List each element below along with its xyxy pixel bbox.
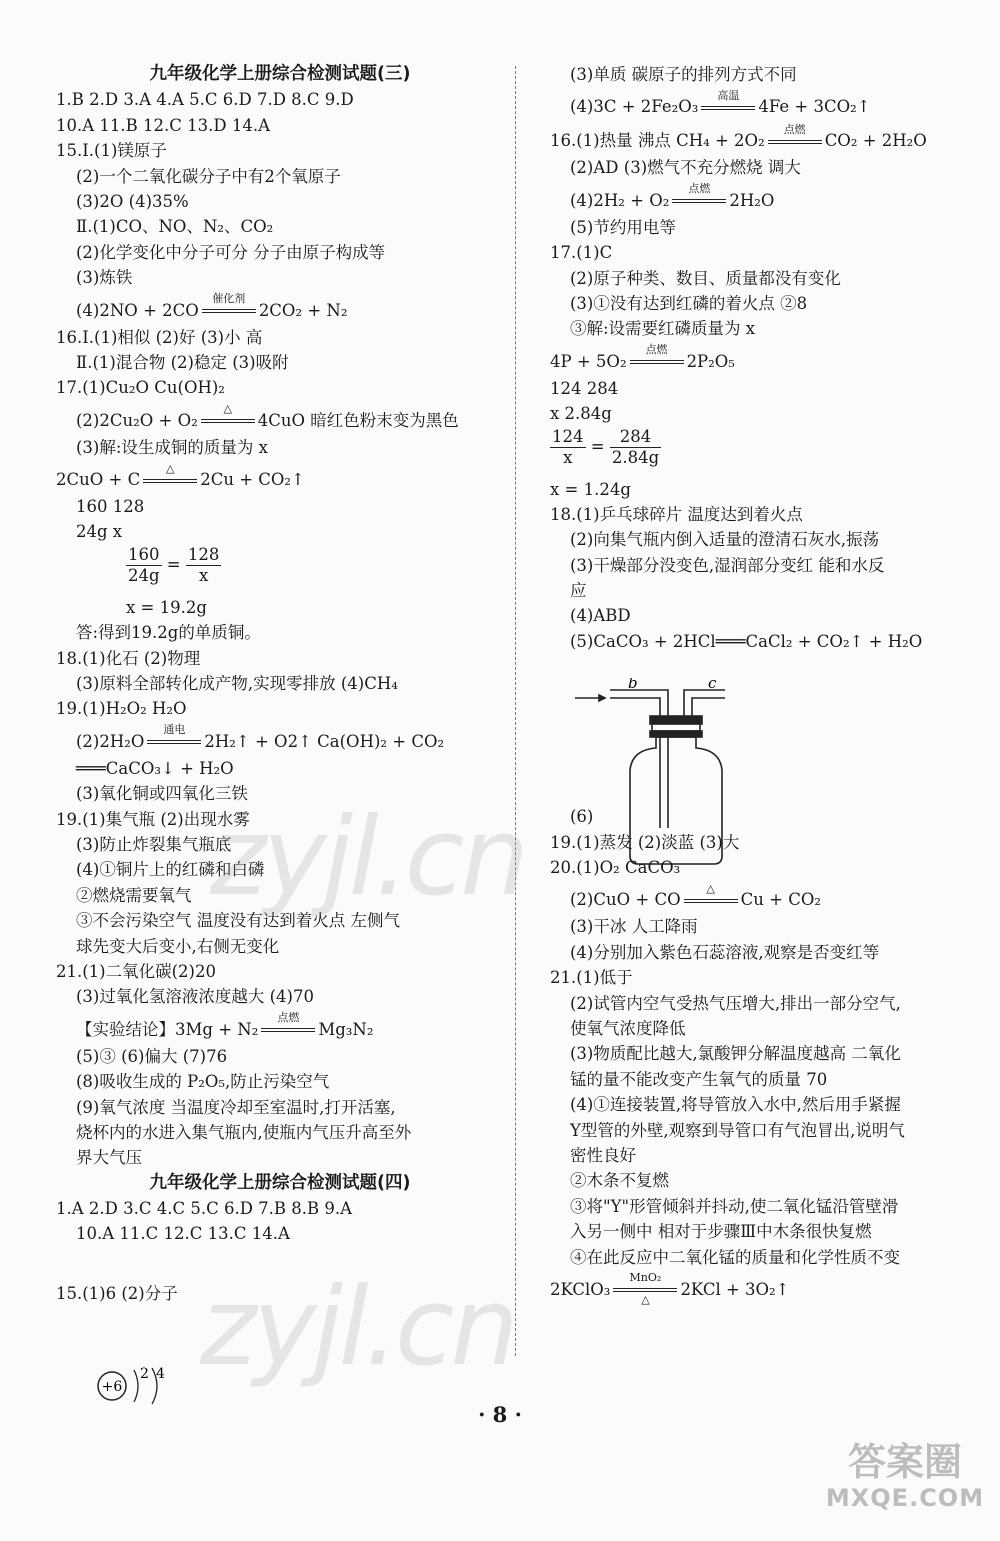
answer-line: ═══CaCO₃↓ + H₂O bbox=[76, 758, 234, 778]
answer-line: ④在此反应中二氧化锰的质量和化学性质不变 bbox=[570, 1247, 900, 1267]
answer-line: 烧杯内的水进入集气瓶内,使瓶内气压升高至外 bbox=[76, 1122, 412, 1142]
answer-line: (3)干冰 人工降雨 bbox=[570, 917, 698, 937]
condition-text: 催化剂 bbox=[212, 292, 246, 306]
products: Mg₃N₂ bbox=[318, 1019, 374, 1039]
answer-line: 18.(1)化石 (2)物理 bbox=[56, 648, 201, 668]
answer-line: 19.(1)H₂O₂ H₂O bbox=[56, 699, 187, 719]
answer-line: 19.(1)集气瓶 (2)出现水雾 bbox=[56, 809, 250, 829]
answer-line: (9)氧气浓度 当温度冷却至室温时,打开活塞, bbox=[76, 1097, 396, 1117]
condition-text-below: △ bbox=[641, 1293, 650, 1307]
condition-text: △ bbox=[706, 881, 715, 895]
equals-sign: = bbox=[161, 554, 186, 574]
answer-line: (3)原料全部转化成产物,实现零排放 (4)CH₄ bbox=[76, 674, 398, 694]
answer-line: (4)①连接装置,将导管放入水中,然后用手紧握 bbox=[570, 1095, 901, 1115]
answer-line: 160 128 bbox=[76, 497, 145, 517]
answer-line: ②木条不复燃 bbox=[570, 1171, 669, 1191]
answer-line: 15.Ⅰ.(1)镁原子 bbox=[56, 141, 167, 161]
condition-text: △ bbox=[165, 461, 175, 475]
answer-line: 21.(1)二氧化碳(2)20 bbox=[56, 961, 216, 981]
chemical-equation bbox=[550, 181, 970, 215]
answer-line: ③将"Y"形管倾斜并抖动,使二氧化锰沿管壁滑 bbox=[570, 1196, 899, 1216]
reactants: (4)2H₂ + O₂ bbox=[570, 190, 670, 210]
answer-line: (4)ABD bbox=[570, 606, 631, 626]
numerator: 160 bbox=[126, 545, 162, 566]
section-title: 九年级化学上册综合检测试题(三) bbox=[149, 64, 411, 84]
reaction-condition bbox=[701, 88, 755, 118]
chemical-equation bbox=[550, 880, 970, 914]
reactants: 【实验结论】3Mg + N₂ bbox=[76, 1019, 259, 1039]
denominator: x bbox=[563, 447, 573, 467]
answer-line: x = 1.24g bbox=[550, 479, 631, 499]
answer-line: (5)③ (6)偏大 (7)76 bbox=[76, 1046, 228, 1066]
answer-line: 17.(1)C bbox=[550, 243, 613, 263]
answer-line: 界大气压 bbox=[76, 1148, 142, 1168]
gas-bottle-apparatus-diagram bbox=[550, 678, 810, 878]
products: CO₂ + 2H₂O bbox=[824, 131, 927, 151]
answer-line: 答:得到19.2g的单质铜。 bbox=[76, 623, 261, 643]
condition-text: 点燃 bbox=[277, 1011, 300, 1025]
answer-line: (4)①铜片上的红磷和白磷 bbox=[76, 860, 265, 880]
reactants: (4)2NO + 2CO bbox=[76, 300, 199, 320]
condition-text: 高温 bbox=[717, 88, 740, 102]
products: 2CO₂ + N₂ bbox=[258, 300, 348, 320]
answer-line: (4)分别加入紫色石蕊溶液,观察是否变红等 bbox=[570, 942, 880, 962]
answer-line: (3)炼铁 bbox=[76, 268, 133, 288]
answer-line: 锰的量不能改变产生氧气的质量 70 bbox=[570, 1069, 828, 1089]
left-column bbox=[56, 62, 504, 1306]
shell-1-electrons: 2 bbox=[140, 1366, 149, 1382]
answer-line: Y型管的外壁,观察到导管口有气泡冒出,说明气 bbox=[570, 1120, 905, 1140]
answer-line: (5)节约用电等 bbox=[570, 217, 676, 237]
answer-line: (2)原子种类、数目、质量都没有变化 bbox=[570, 268, 841, 288]
answer-line: 10.A 11.B 12.C 13.D 14.A bbox=[56, 115, 270, 135]
answer-line: ③解:设需要红磷质量为 x bbox=[570, 319, 756, 339]
answer-line: (2)AD (3)燃气不充分燃烧 调大 bbox=[570, 158, 801, 178]
column-divider bbox=[515, 66, 516, 1356]
answer-line: (3)①没有达到红磷的着火点 ②8 bbox=[570, 293, 808, 313]
answer-line: (6) bbox=[570, 807, 594, 827]
answer-line: 球先变大后变小,右侧无变化 bbox=[76, 936, 280, 956]
fraction-equation bbox=[550, 427, 970, 477]
answer-line: (2)化学变化中分子可分 分子由原子构成等 bbox=[76, 242, 386, 262]
reactants: 2CuO + C bbox=[56, 470, 141, 490]
chemical-equation bbox=[56, 291, 504, 325]
chemical-equation bbox=[550, 87, 970, 121]
chemical-equation bbox=[550, 121, 970, 155]
answer-line: (2)试管内空气受热气压增大,排出一部分空气, bbox=[570, 993, 901, 1013]
reactants: (2)2H₂O bbox=[76, 731, 145, 751]
answer-line: (3)解:设生成铜的质量为 x bbox=[76, 437, 268, 457]
fraction bbox=[126, 545, 162, 586]
condition-text: 点燃 bbox=[783, 122, 806, 136]
condition-text: 通电 bbox=[163, 723, 186, 737]
products: 2H₂O bbox=[729, 190, 775, 210]
chemical-equation bbox=[56, 460, 504, 494]
reaction-condition bbox=[613, 1271, 677, 1307]
answer-line: (3)干燥部分没变色,湿润部分变红 能和水反 bbox=[570, 555, 885, 575]
products: 4Fe + 3CO₂↑ bbox=[758, 97, 871, 117]
brand-url: MXQE.COM bbox=[825, 1484, 985, 1512]
fraction bbox=[610, 427, 661, 468]
fraction-equation bbox=[56, 545, 504, 595]
answer-line: (3)防止炸裂集气瓶底 bbox=[76, 834, 232, 854]
answer-line: 应 bbox=[570, 581, 587, 601]
reactants: (2)CuO + CO bbox=[570, 890, 681, 910]
denominator: 24g bbox=[128, 565, 160, 585]
brand-logo bbox=[820, 1440, 990, 1512]
answer-line: 17.(1)Cu₂O Cu(OH)₂ bbox=[56, 378, 225, 398]
reactants: 16.(1)热量 沸点 CH₄ + 2O₂ bbox=[550, 131, 765, 151]
page-number: · 8 · bbox=[478, 1402, 522, 1427]
brand-name: 答案圈 bbox=[847, 1440, 962, 1484]
reaction-condition bbox=[768, 122, 822, 152]
answer-line: 密性良好 bbox=[570, 1145, 636, 1165]
answer-line: 19.(1)蒸发 (2)淡蓝 (3)大 bbox=[550, 832, 740, 852]
reaction-condition bbox=[261, 1011, 315, 1040]
fraction bbox=[186, 545, 222, 586]
answer-line: x = 19.2g bbox=[126, 597, 207, 617]
chemical-equation bbox=[56, 1010, 504, 1044]
denominator: 2.84g bbox=[611, 447, 660, 467]
chemical-equation bbox=[56, 722, 504, 756]
products: 2Cu + CO₂↑ bbox=[200, 470, 305, 490]
reaction-condition bbox=[143, 461, 197, 491]
reaction-condition bbox=[630, 343, 684, 372]
answer-line: (3)2O (4)35% bbox=[76, 191, 189, 211]
reactants: 2KClO₃ bbox=[550, 1279, 611, 1299]
numerator: 284 bbox=[610, 427, 661, 448]
fraction bbox=[550, 427, 586, 468]
answer-line: 10.A 11.C 12.C 13.C 14.A bbox=[76, 1224, 290, 1244]
answer-line: 1.A 2.D 3.C 4.C 5.C 6.D 7.B 8.B 9.A bbox=[56, 1199, 353, 1219]
answer-line: (3)物质配比越大,氯酸钾分解温度越高 二氧化 bbox=[570, 1044, 901, 1064]
answer-line: (2)向集气瓶内倒入适量的澄清石灰水,振荡 bbox=[570, 530, 880, 550]
reactants: (4)3C + 2Fe₂O₃ bbox=[570, 97, 699, 117]
answer-line: 24g x bbox=[76, 522, 123, 542]
answer-line: (3)单质 碳原子的排列方式不同 bbox=[570, 65, 797, 84]
reaction-condition bbox=[201, 402, 255, 431]
answer-line: x 2.84g bbox=[550, 404, 612, 424]
answer-line: Ⅱ.(1)混合物 (2)稳定 (3)吸附 bbox=[76, 352, 289, 372]
products: 2P₂O₅ bbox=[686, 351, 735, 371]
chemical-equation bbox=[550, 342, 970, 376]
products: 2KCl + 3O₂↑ bbox=[680, 1279, 790, 1299]
outlet-label-c: c bbox=[708, 678, 717, 692]
answer-line: 1.B 2.D 3.A 4.A 5.C 6.D 7.D 8.C 9.D bbox=[56, 90, 354, 110]
numerator: 124 bbox=[552, 426, 584, 446]
watermark: zyjl.cn bbox=[210, 795, 525, 920]
condition-text: 点燃 bbox=[688, 182, 711, 196]
reactants: 4P + 5O₂ bbox=[550, 351, 627, 371]
products: Cu + CO₂ bbox=[740, 890, 821, 910]
answer-line: (3)氧化铜或四氧化三铁 bbox=[76, 784, 248, 804]
products: 2H₂↑ + O2↑ Ca(OH)₂ + CO₂ bbox=[204, 731, 445, 751]
watermark: zyjl.cn bbox=[200, 1265, 515, 1390]
answer-line: 15.(1)6 (2)分子 bbox=[56, 1283, 178, 1303]
answer-line: (5)CaCO₃ + 2HCl═══CaCl₂ + CO₂↑ + H₂O bbox=[570, 631, 923, 651]
answer-line: (2)一个二氧化碳分子中有2个氧原子 bbox=[76, 166, 341, 186]
reaction-condition bbox=[147, 723, 201, 752]
products: 4CuO 暗红色粉末变为黑色 bbox=[257, 410, 459, 430]
shell-2-electrons: 4 bbox=[156, 1366, 165, 1382]
inlet-label-b: b bbox=[628, 678, 638, 692]
answer-line: 使氧气浓度降低 bbox=[570, 1018, 686, 1038]
answer-line: 20.(1)O₂ CaCO₃ bbox=[550, 858, 681, 878]
answer-line: (3)过氧化氢溶液浓度越大 (4)70 bbox=[76, 987, 314, 1007]
answer-line: ②燃烧需要氧气 bbox=[76, 885, 192, 905]
condition-text: MnO₂ bbox=[629, 1271, 662, 1285]
answer-line: 18.(1)乒乓球碎片 温度达到着火点 bbox=[550, 504, 803, 524]
chemical-equation bbox=[550, 1270, 970, 1318]
reaction-condition bbox=[672, 182, 726, 211]
answer-line: 21.(1)低于 bbox=[550, 968, 633, 988]
answer-line: (8)吸收生成的 P₂O₅,防止污染空气 bbox=[76, 1072, 330, 1092]
answer-line: 124 284 bbox=[550, 378, 619, 398]
section-title: 九年级化学上册综合检测试题(四) bbox=[149, 1172, 411, 1193]
reactants: (2)2Cu₂O + O₂ bbox=[76, 410, 198, 430]
answer-line: ③不会污染空气 温度没有达到着火点 左侧气 bbox=[76, 911, 400, 931]
condition-text: 点燃 bbox=[645, 343, 668, 357]
numerator: 128 bbox=[187, 544, 220, 564]
nucleus-charge: +6 bbox=[101, 1379, 123, 1395]
condition-text: △ bbox=[223, 402, 232, 416]
answer-line: 16.Ⅰ.(1)相似 (2)好 (3)小 高 bbox=[56, 327, 263, 347]
chemical-equation bbox=[56, 401, 504, 435]
denominator: x bbox=[198, 565, 209, 585]
equals-sign: = bbox=[585, 436, 610, 456]
answer-line: Ⅱ.(1)CO、NO、N₂、CO₂ bbox=[76, 217, 274, 237]
answer-line: 入另一侧中 相对于步骤Ⅲ中木条很快复燃 bbox=[570, 1222, 872, 1242]
reaction-condition bbox=[684, 881, 738, 911]
reaction-condition bbox=[202, 292, 256, 321]
